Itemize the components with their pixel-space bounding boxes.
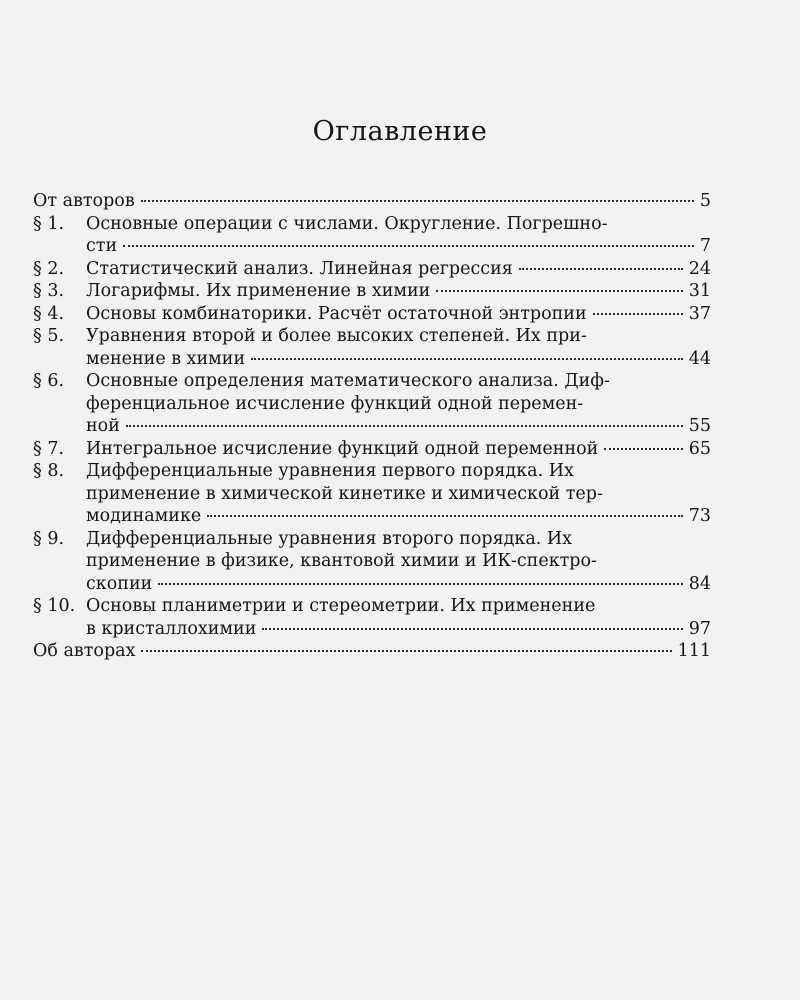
toc-entry-title-line: применение в физике, квантовой химии и ИК-спектро- bbox=[86, 551, 597, 571]
toc-entry-title-line: Дифференциальные уравнения второго порядка. Их bbox=[86, 528, 573, 549]
toc-entry[interactable] bbox=[33, 213, 711, 258]
toc-page-number: 24 bbox=[688, 258, 711, 279]
toc-entry-title-line: Основы комбинаторики. Расчёт остаточной энтропии bbox=[86, 303, 587, 324]
toc-entry[interactable] bbox=[33, 460, 711, 528]
toc-entry-title-line: в кристаллохимии bbox=[86, 618, 257, 639]
dot-leader bbox=[593, 313, 683, 315]
toc-entry-number: § 2. bbox=[33, 258, 65, 279]
toc-entry-number: § 6. bbox=[33, 371, 65, 391]
toc-entry-number: § 1. bbox=[33, 213, 65, 234]
toc-entry-title-line: Логарифмы. Их применение в химии bbox=[86, 281, 431, 301]
toc-entry-title-line: ференциальное исчисление функций одной перемен- bbox=[86, 393, 584, 414]
dot-leader bbox=[436, 290, 682, 292]
toc-entry-number: § 7. bbox=[33, 438, 65, 459]
toc-page-number: 111 bbox=[677, 641, 711, 661]
dot-leader bbox=[604, 448, 682, 450]
toc-entry-title-line: Интегральное исчисление функций одной переменной bbox=[86, 438, 599, 459]
toc-entry-title-line: ной bbox=[86, 416, 120, 436]
toc-page-number: 7 bbox=[699, 236, 711, 256]
toc-page-number: 97 bbox=[688, 618, 711, 639]
toc-entry-title-line: Основы планиметрии и стереометрии. Их применение bbox=[86, 596, 596, 616]
dot-leader bbox=[519, 268, 683, 270]
toc-entry-number: § 3. bbox=[33, 281, 65, 301]
toc-entry-number: § 4. bbox=[33, 303, 65, 324]
toc-entry[interactable] bbox=[33, 325, 711, 370]
toc-entry-title-line: Об авторах bbox=[33, 641, 136, 661]
toc-entry-title-line: сти bbox=[86, 236, 118, 256]
toc-entry-title-line: Статистический анализ. Линейная регрессия bbox=[86, 258, 513, 279]
dot-leader bbox=[262, 628, 682, 630]
toc-entry-title-line: применение в химической кинетике и химической тер- bbox=[86, 483, 603, 504]
toc-entry[interactable] bbox=[33, 438, 711, 461]
dot-leader bbox=[141, 650, 671, 652]
toc-entry[interactable] bbox=[33, 280, 711, 303]
toc-entry-title-line: модинамике bbox=[86, 506, 202, 526]
toc-entry-title-line: От авторов bbox=[33, 191, 135, 211]
toc-entry[interactable] bbox=[33, 640, 711, 663]
toc-entry-title-line: менение в химии bbox=[86, 348, 246, 369]
toc-entry[interactable] bbox=[33, 190, 711, 213]
dot-leader bbox=[207, 515, 682, 517]
page-title: Оглавление bbox=[312, 116, 488, 147]
dot-leader bbox=[126, 425, 683, 427]
toc-entry-title-line: скопии bbox=[86, 573, 153, 594]
toc-entry-number: § 10. bbox=[33, 596, 76, 616]
dot-leader bbox=[141, 200, 694, 202]
toc-entry-title-line: Основные определения математического анализа. Диф- bbox=[86, 371, 610, 391]
toc-entry-title-line: Дифференциальные уравнения первого порядка. Их bbox=[86, 461, 574, 481]
toc-page-number: 37 bbox=[688, 303, 711, 324]
toc-entry-title-line: Основные операции с числами. Округление. Погрешно- bbox=[86, 213, 608, 234]
toc-page-number: 73 bbox=[688, 506, 711, 526]
toc-page-number: 65 bbox=[688, 438, 711, 459]
toc-entry-number: § 5. bbox=[33, 326, 65, 346]
dot-leader bbox=[123, 245, 694, 247]
dot-leader bbox=[158, 583, 682, 585]
dot-leader bbox=[251, 358, 683, 360]
toc-page-number: 44 bbox=[688, 348, 711, 369]
toc-page-number: 55 bbox=[688, 416, 711, 436]
toc-entry[interactable] bbox=[33, 595, 711, 640]
toc-entry[interactable] bbox=[33, 258, 711, 281]
toc-entry[interactable] bbox=[33, 303, 711, 326]
toc-entry-number: § 9. bbox=[33, 528, 65, 549]
toc-entry-title-line: Уравнения второй и более высоких степеней. Их при- bbox=[86, 326, 587, 346]
toc-entry[interactable] bbox=[33, 370, 711, 438]
toc-page-number: 31 bbox=[688, 281, 711, 301]
toc-entry[interactable] bbox=[33, 528, 711, 596]
toc-page-number: 84 bbox=[688, 573, 711, 594]
toc-page-number: 5 bbox=[699, 191, 711, 211]
toc-entry-number: § 8. bbox=[33, 461, 65, 481]
